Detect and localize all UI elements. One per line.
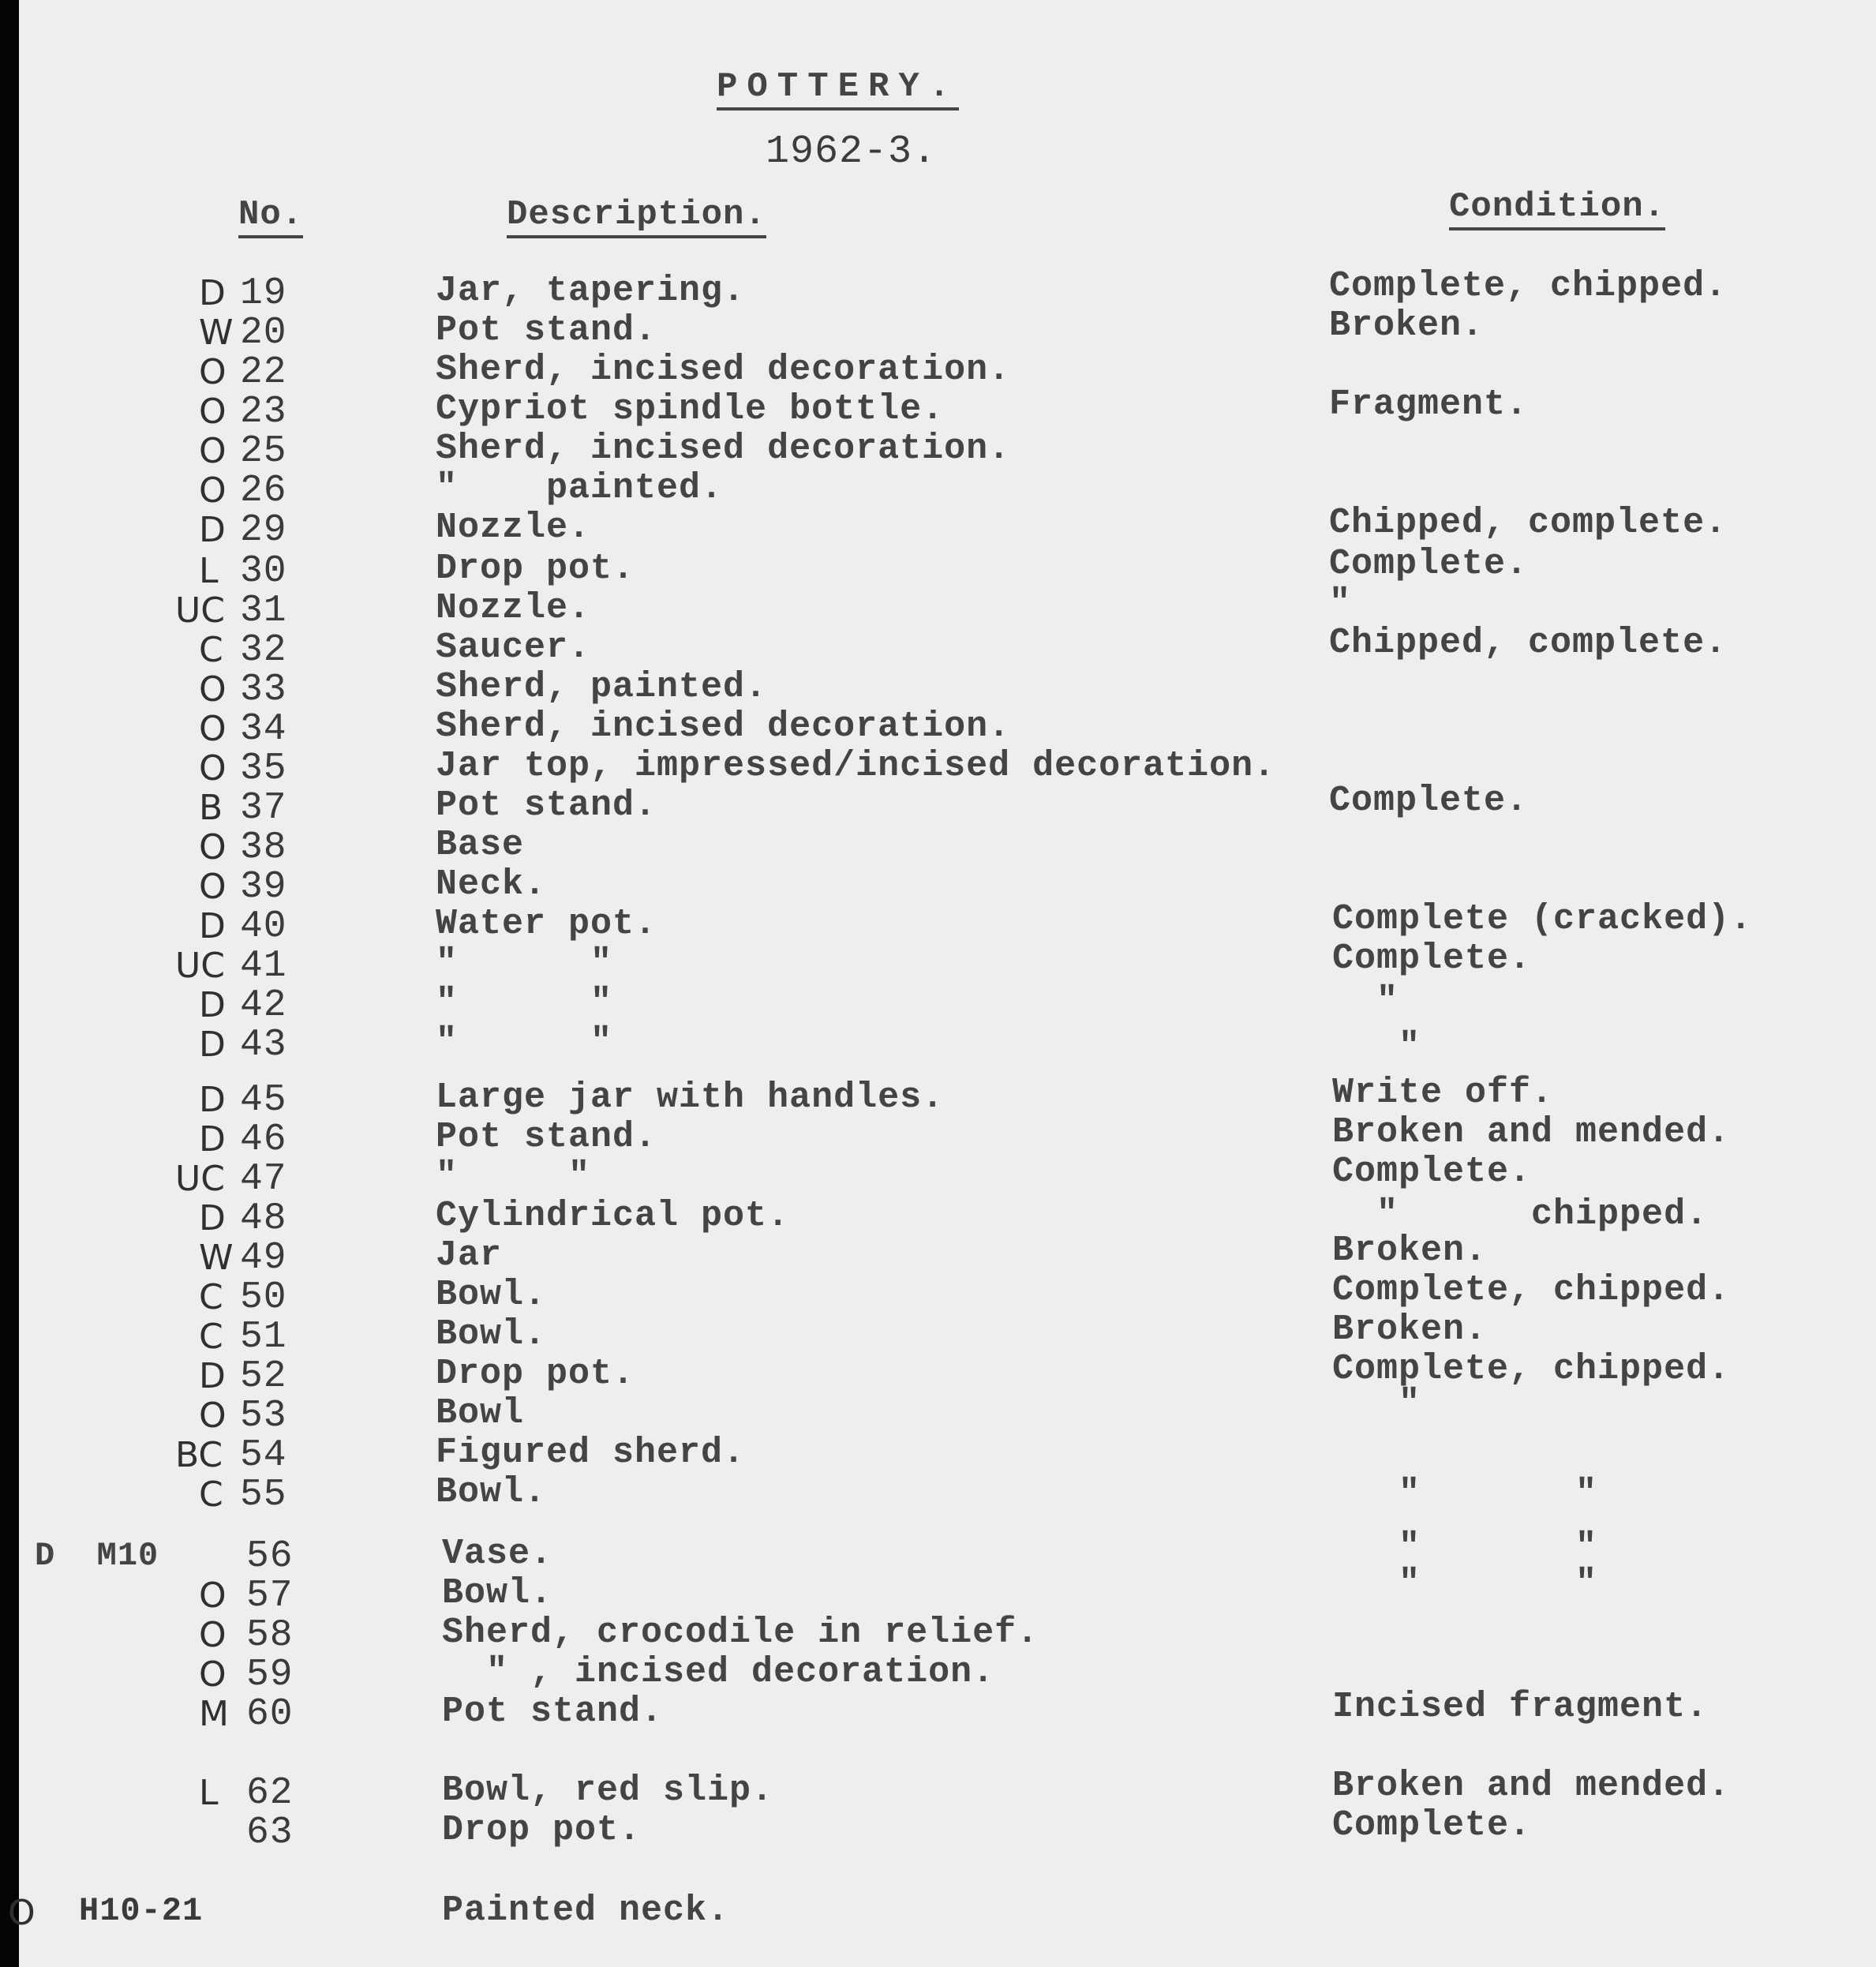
row-mark: O — [199, 1615, 227, 1655]
item-condition: Complete. — [1329, 544, 1529, 584]
item-number: 22 — [240, 351, 287, 394]
row-mark: C — [199, 1317, 223, 1357]
row-mark: C — [199, 1474, 223, 1515]
row-mark: D — [199, 906, 226, 946]
row-mark: O — [199, 1575, 227, 1616]
page-title: POTTERY. — [717, 69, 959, 111]
item-description: Pot stand. — [436, 310, 657, 350]
item-condition: Broken. — [1332, 1309, 1488, 1350]
item-condition: " — [1332, 1027, 1421, 1067]
row-mark: O — [199, 392, 227, 432]
item-description: Painted neck. — [442, 1890, 730, 1931]
row-mark: O — [199, 431, 227, 471]
item-description: Cylindrical pot. — [436, 1196, 790, 1236]
row-mark: D — [199, 1119, 226, 1160]
header-no: No. — [238, 197, 303, 238]
row-mark: O — [199, 352, 227, 392]
row-mark: D M10 — [35, 1537, 159, 1575]
row-mark: O — [8, 1893, 36, 1933]
row-mark: D — [199, 985, 226, 1025]
item-number: 23 — [240, 391, 287, 433]
item-condition: " " — [1332, 1527, 1598, 1568]
row-mark: L — [199, 1773, 219, 1813]
item-number: 49 — [240, 1237, 287, 1279]
row-mark: O — [199, 827, 227, 867]
item-number: 32 — [240, 629, 287, 672]
item-number: 46 — [240, 1118, 287, 1161]
header-condition: Condition. — [1449, 189, 1665, 230]
item-condition: " chipped. — [1332, 1194, 1709, 1235]
row-mark: W — [199, 1238, 234, 1278]
row-mark: D — [199, 1356, 226, 1396]
item-description: Bowl. — [442, 1573, 553, 1613]
item-description: Sherd, incised decoration. — [436, 429, 1011, 469]
item-number: 60 — [246, 1693, 294, 1736]
item-condition: Chipped, complete. — [1329, 503, 1728, 543]
row-mark: B — [199, 788, 223, 828]
item-description: Pot stand. — [442, 1692, 664, 1732]
row-mark: C — [199, 1277, 223, 1317]
row-mark: O — [199, 709, 227, 749]
item-condition: Broken. — [1329, 305, 1485, 346]
row-mark: O — [199, 470, 227, 511]
item-description: Bowl. — [436, 1472, 547, 1512]
item-description: " " — [436, 943, 613, 984]
item-description: Nozzle. — [436, 588, 591, 628]
item-description: Nozzle. — [436, 508, 591, 548]
item-description: Saucer. — [436, 628, 591, 668]
item-condition: Complete (cracked). — [1332, 899, 1753, 939]
item-description: Bowl — [436, 1393, 525, 1433]
item-description: Vase. — [442, 1534, 553, 1574]
item-description: Sherd, painted. — [436, 667, 768, 707]
item-description: " painted. — [436, 468, 724, 508]
item-number: 52 — [240, 1355, 287, 1398]
item-description: Drop pot. — [436, 1354, 635, 1394]
item-description: " " — [436, 1022, 613, 1062]
item-number: 56 — [246, 1535, 294, 1578]
row-mark: UC — [175, 1159, 225, 1199]
item-description: Water pot. — [436, 904, 657, 944]
row-mark: O — [199, 669, 227, 710]
row-mark: D — [199, 1198, 226, 1238]
item-description: Bowl. — [436, 1275, 547, 1315]
item-number: 30 — [240, 550, 287, 593]
item-number: 25 — [240, 430, 287, 473]
item-description: Pot stand. — [436, 1117, 657, 1157]
item-description: Sherd, crocodile in relief. — [442, 1613, 1039, 1653]
item-description: " " — [436, 1156, 591, 1197]
item-number: 47 — [240, 1158, 287, 1201]
item-number: 19 — [240, 272, 287, 315]
item-number: 20 — [240, 312, 287, 354]
item-number: 35 — [240, 747, 287, 790]
item-condition: " " — [1332, 1564, 1598, 1604]
header-description: Description. — [507, 197, 766, 238]
item-description: Drop pot. — [442, 1810, 642, 1850]
item-description: Pot stand. — [436, 785, 657, 826]
item-description: Bowl. — [436, 1314, 547, 1354]
item-number: 59 — [246, 1654, 294, 1696]
row-mark: M — [199, 1694, 229, 1734]
item-number: 31 — [240, 590, 287, 632]
row-mark: L — [199, 551, 219, 591]
item-number: 26 — [240, 470, 287, 512]
year-heading: 1962-3. — [766, 129, 938, 174]
item-number: 42 — [240, 984, 287, 1027]
item-description: Bowl, red slip. — [442, 1770, 774, 1811]
item-number: H10-21 — [79, 1892, 204, 1930]
item-condition: Incised fragment. — [1332, 1687, 1709, 1727]
row-mark: O — [199, 748, 227, 789]
item-description: Neck. — [436, 864, 547, 905]
item-condition: Fragment. — [1329, 384, 1529, 425]
row-mark: D — [199, 273, 226, 313]
item-number: 29 — [240, 509, 287, 552]
item-description: " , incised decoration. — [442, 1652, 995, 1692]
item-number: 58 — [246, 1614, 294, 1657]
item-number: 40 — [240, 905, 287, 948]
item-description: Figured sherd. — [436, 1433, 746, 1473]
item-condition: Complete. — [1332, 1152, 1532, 1192]
row-mark: O — [199, 1396, 227, 1436]
item-number: 33 — [240, 669, 287, 711]
row-mark: UC — [175, 590, 225, 631]
row-mark: D — [199, 510, 226, 550]
item-condition: " " — [1332, 1474, 1598, 1514]
item-condition: Write off. — [1332, 1073, 1554, 1113]
item-number: 39 — [240, 866, 287, 909]
item-condition: " — [1329, 583, 1352, 624]
item-condition: Chipped, complete. — [1329, 623, 1728, 663]
item-number: 41 — [240, 945, 287, 987]
item-number: 34 — [240, 708, 287, 751]
row-mark: D — [199, 1025, 226, 1065]
item-number: 48 — [240, 1197, 287, 1240]
scan-edge — [0, 0, 19, 1967]
row-mark: UC — [175, 946, 225, 986]
item-description: Base — [436, 825, 525, 865]
item-condition: " — [1332, 1384, 1421, 1424]
item-number: 45 — [240, 1079, 287, 1122]
item-number: 57 — [246, 1575, 294, 1617]
item-description: Jar, tapering. — [436, 271, 746, 311]
item-description: Sherd, incised decoration. — [436, 350, 1011, 390]
item-condition: Complete. — [1329, 781, 1529, 821]
item-condition: Complete, chipped. — [1332, 1349, 1731, 1389]
item-condition: " — [1332, 981, 1399, 1021]
item-condition: Complete. — [1332, 939, 1532, 979]
row-mark: O — [199, 1654, 227, 1695]
item-description: Jar top, impressed/incised decoration. — [436, 746, 1276, 786]
item-number: 63 — [246, 1812, 294, 1854]
row-mark: BC — [175, 1435, 223, 1475]
row-mark: O — [199, 867, 227, 907]
item-condition: Complete, chipped. — [1329, 266, 1728, 306]
item-condition: Broken. — [1332, 1231, 1488, 1271]
item-description: Cypriot spindle bottle. — [436, 389, 945, 429]
item-description: " " — [436, 983, 613, 1023]
item-condition: Broken and mended. — [1332, 1112, 1731, 1152]
row-mark: D — [199, 1080, 226, 1120]
row-mark: C — [199, 630, 223, 670]
item-description: Large jar with handles. — [436, 1077, 945, 1118]
item-number: 51 — [240, 1316, 287, 1358]
item-condition: Complete, chipped. — [1332, 1270, 1731, 1310]
item-number: 50 — [240, 1276, 287, 1319]
item-number: 37 — [240, 787, 287, 830]
item-description: Jar — [436, 1235, 503, 1276]
item-number: 53 — [240, 1395, 287, 1437]
item-description: Sherd, incised decoration. — [436, 706, 1011, 747]
item-condition: Complete. — [1332, 1805, 1532, 1845]
item-description: Drop pot. — [436, 549, 635, 589]
item-number: 54 — [240, 1434, 287, 1477]
item-number: 38 — [240, 826, 287, 869]
row-mark: W — [199, 313, 234, 353]
item-number: 43 — [240, 1024, 287, 1066]
document-page — [8, 0, 1876, 1967]
item-number: 55 — [240, 1474, 287, 1516]
item-condition: Broken and mended. — [1332, 1766, 1731, 1806]
item-number: 62 — [246, 1772, 294, 1815]
